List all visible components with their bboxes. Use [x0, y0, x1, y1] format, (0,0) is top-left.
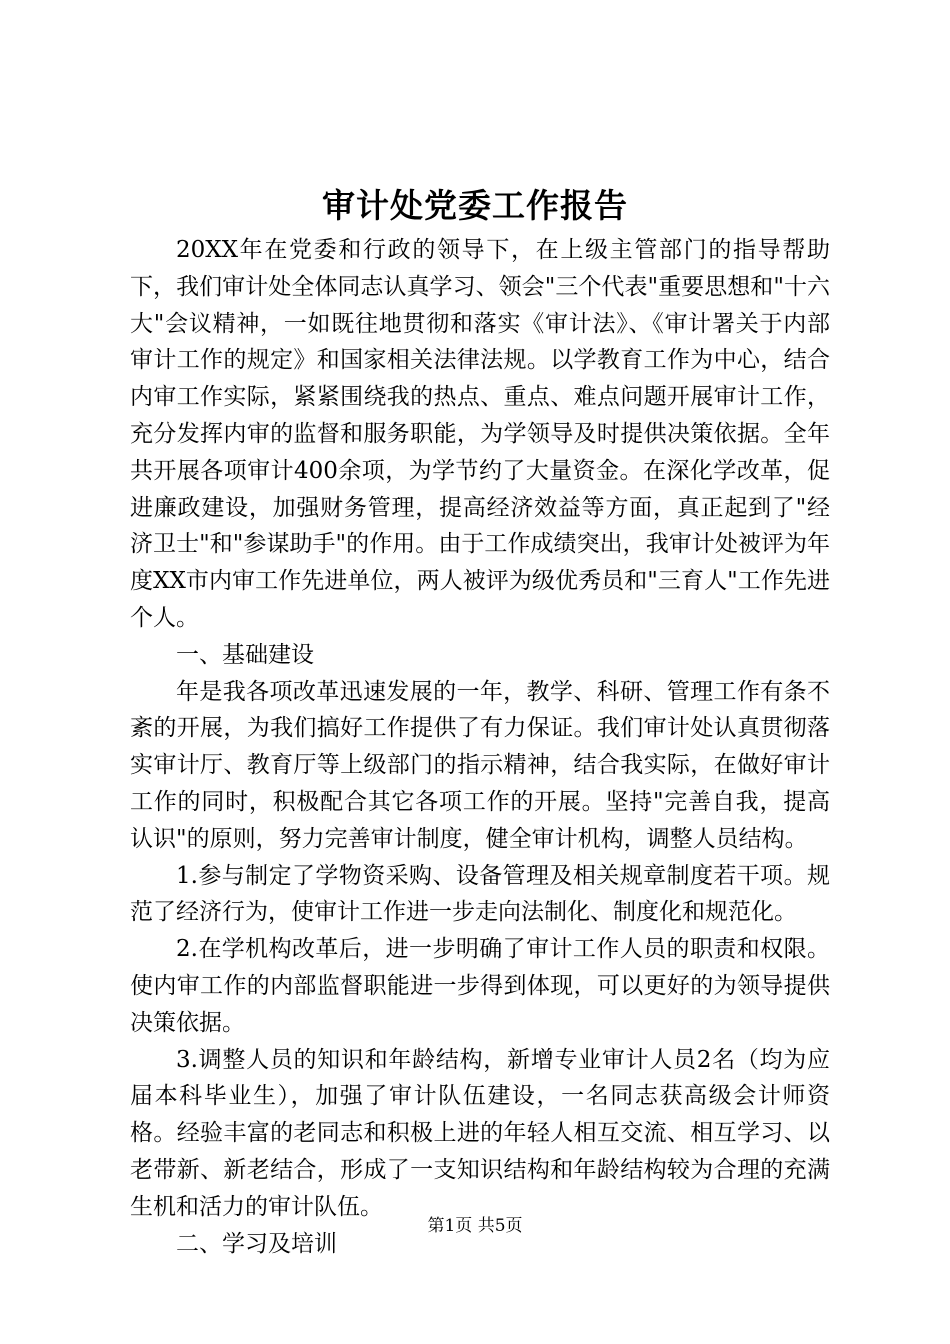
paragraph-intro: 20XX年在党委和行政的领导下，在上级主管部门的指导帮助下，我们审计处全体同志认真学习、领会"三个代表"重要思想和"十六大"会议精神，一如既往地贯彻和落实《审计法》、《审计署关于内部审计工作的规定》和国家相关法律法规。以学教育工作为中心，结合内审工作实际，紧紧围绕我的热点、重点、难点问题开展审计工作，充分发挥内审的监督和服务职能，为学领导及时提供决策依据。全年共开展各项审计400余项，为学节约了大量资金。在深化学改革，促进廉政建设，加强财务管理，提高经济效益等方面，真正起到了"经济卫士"和"参谋助手"的作用。由于工作成绩突出，我审计处被评为年度XX市内审工作先进单位，两人被评为级优秀员和"三育人"工作先进个人。 [130, 237, 830, 631]
list-item-2: 2.在学机构改革后，进一步明确了审计工作人员的职责和权限。使内审工作的内部监督职能进一步得到体现，可以更好的为领导提供决策依据。 [130, 936, 830, 1036]
section-heading-training: 二、学习及培训 [176, 1230, 337, 1257]
document-body [130, 232, 830, 1262]
page-number-footer: 第1页 共5页 [427, 1216, 523, 1236]
list-item-3: 3.调整人员的知识和年龄结构，新增专业审计人员2名（均为应届本科毕业生），加强了审计队伍建设，一名同志获高级会计师资格。经验丰富的老同志和积极上进的年轻人相互交流、相互学习、以老带新、新老结合，形成了一支知识结构和年龄结构较为合理的充满生机和活力的审计队伍。 [130, 1046, 830, 1220]
section-heading-foundation: 一、基础建设 [176, 641, 314, 668]
document-title: 审计处党委工作报告 [322, 186, 628, 225]
paragraph-foundation: 年是我各项改革迅速发展的一年，教学、科研、管理工作有条不紊的开展，为我们搞好工作提供了有力保证。我们审计处认真贯彻落实审计厅、教育厅等上级部门的指示精神，结合我实际，在做好审计工作的同时，积极配合其它各项工作的开展。坚持"完善自我，提高认识"的原则，努力完善审计制度，健全审计机构，调整人员结构。 [130, 678, 830, 852]
list-item-1: 1.参与制定了学物资采购、设备管理及相关规章制度若干项。规范了经济行为，使审计工作进一步走向法制化、制度化和规范化。 [130, 862, 830, 926]
